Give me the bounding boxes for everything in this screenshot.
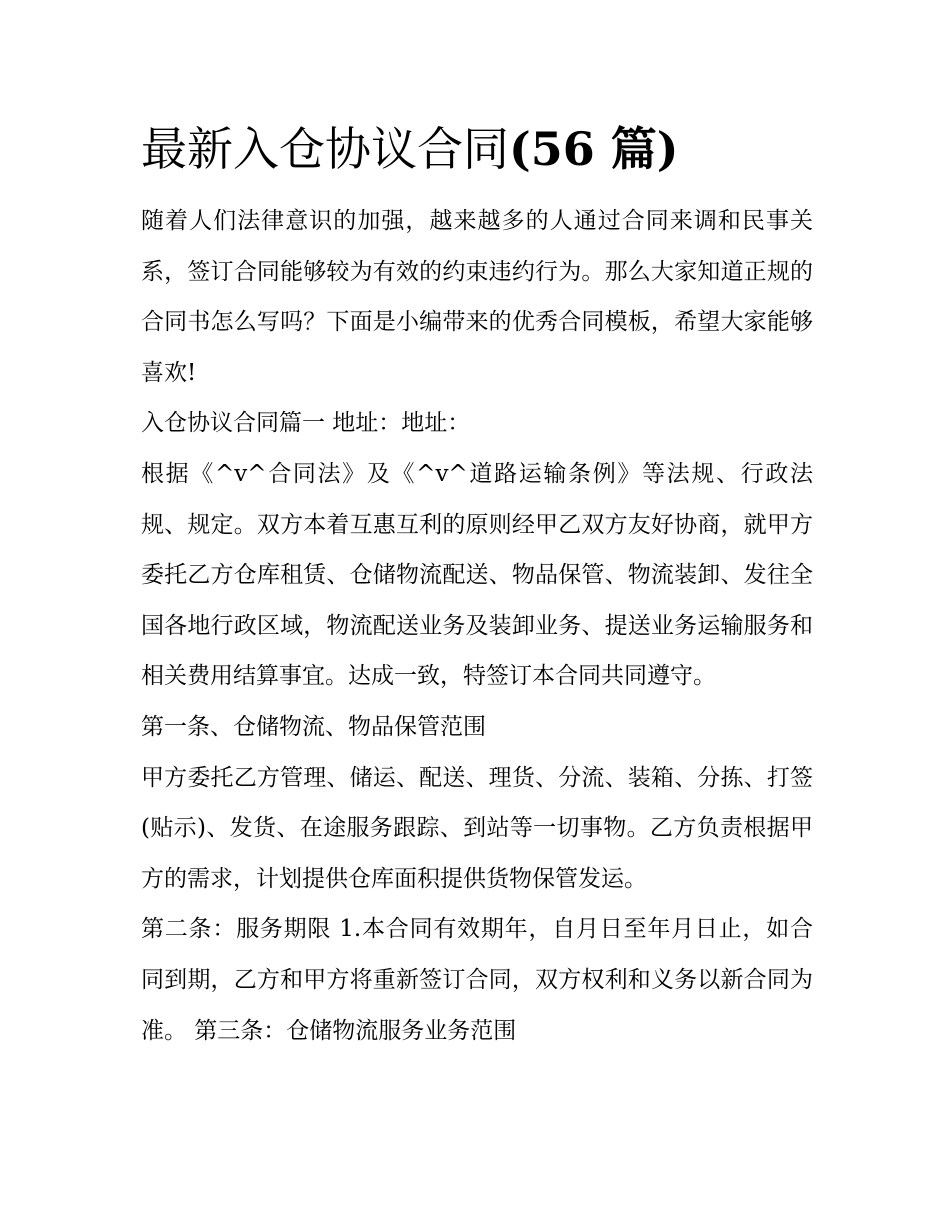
- article-one-paragraph: 甲方委托乙方管理、储运、配送、理货、分流、装箱、分拣、打签(贴示)、发货、在途服务跟踪、到站等一切事物。乙方负责根据甲方的需求，计划提供仓库面积提供货物保管发运。: [141, 764, 813, 892]
- title-text: 最新入仓协议合同: [141, 122, 509, 176]
- section-heading-contract-one: 入仓协议合同篇一 地址：地址：: [141, 410, 471, 437]
- document-content: [141, 112, 813, 1056]
- intro-paragraph: 随着人们法律意识的加强，越来越多的人通过合同来调和民事关系，签订合同能够较为有效的约束违约行为。那么大家知道正规的合同书怎么写吗？下面是小编带来的优秀合同模板，希望大家能够喜欢!: [141, 208, 813, 386]
- document-body: [141, 196, 813, 1056]
- title-count: (56 篇): [509, 122, 679, 176]
- article-two-paragraph: 第二条：服务期限 1.本合同有效期年，自月日至年月日止，如合同到期，乙方和甲方将重新签订合同，双方权利和义务以新合同为准。 第三条：仓储物流服务业务范围: [141, 916, 813, 1044]
- preamble-paragraph: 根据《^v^合同法》及《^v^道路运输条例》等法规、行政法规、规定。双方本着互惠互利的原则经甲乙双方友好协商，就甲方委托乙方仓库租赁、仓储物流配送、物品保管、物流装卸、发往全国各地行政区域，物流配送业务及装卸业务、提送业务运输服务和相关费用结算事宜。达成一致，特签订本合同共同遵守。: [141, 460, 813, 690]
- document-title: [141, 112, 813, 186]
- article-one-heading: 第一条、仓储物流、物品保管范围: [141, 713, 486, 740]
